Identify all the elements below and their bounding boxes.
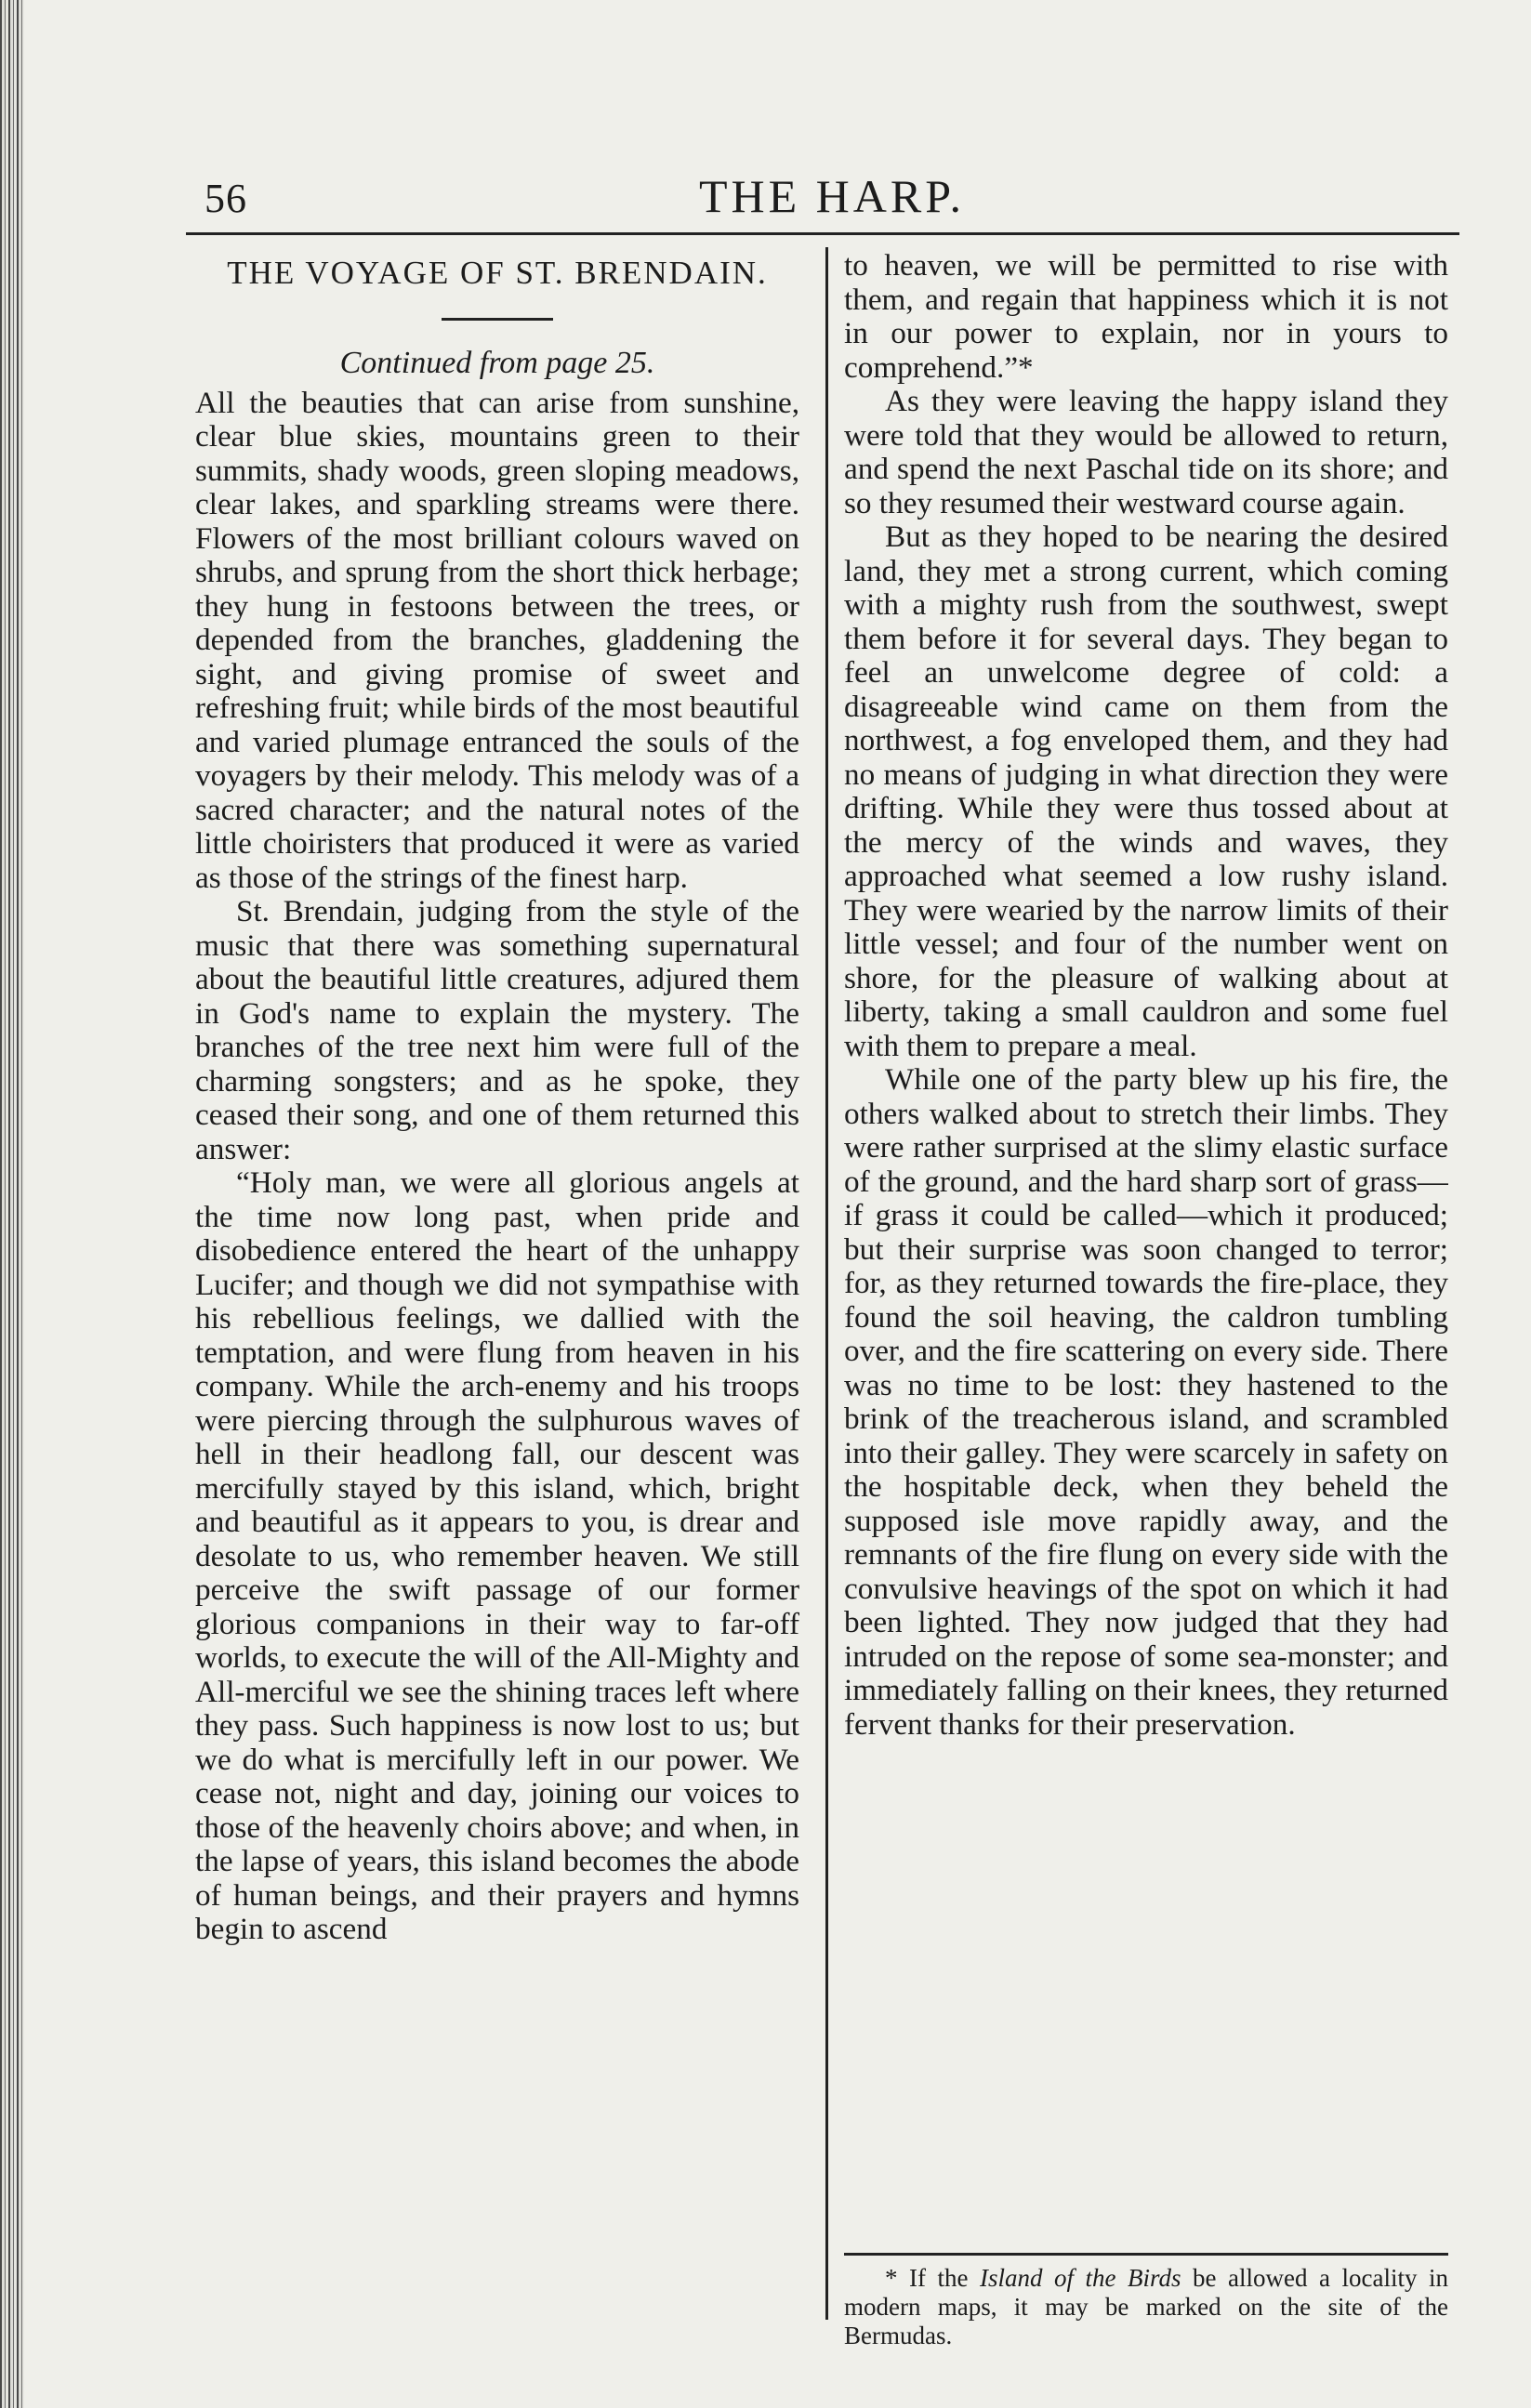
book-binding-edge	[0, 0, 24, 2408]
book-page	[186, 149, 1469, 2379]
page-header	[195, 169, 1469, 225]
column-rule	[825, 247, 828, 2320]
running-title: THE HARP.	[698, 170, 966, 222]
paragraph: As they were leaving the happy island they were told that they would be allowed to return, and spend the next Paschal tide on its shore; and so they resumed their westward course again.	[844, 384, 1448, 520]
paragraph: to heaven, we will be permitted to rise with them, and regain that happiness which it is not in our power to explain, nor in yours to comprehend.”*	[844, 249, 1448, 385]
footnote-prefix: * If the	[885, 2264, 980, 2292]
footnote-emphasis: Island of the Birds	[980, 2264, 1181, 2292]
page-number: 56	[205, 176, 247, 221]
footnote-suffix: be allowed a locality in modern maps, it may be marked on the site of the Bermudas.	[844, 2264, 1448, 2349]
paragraph: While one of the party blew up his fire, the others walked about to stretch their limbs. They were rather surprised at the slimy elastic surface of the ground, and the hard sharp sort of grass—if grass it could be called—which it produced; but their surprise was soon changed to terror; for, as they returned towards the fire-place, they found the soil heaving, the caldron tumbling over, and the fire scattering on every side. There was no time to be lost: they hastened to the brink of the treacherous island, and scrambled into their galley. They were scarcely in safety on the hospitable deck, when they beheld the supposed isle move rapidly away, and the remnants of the fire flung on every side with the convulsive heavings of the spot on which it had been lighted. They now judged that they had intruded on the repose of some sea-monster; and immediately falling on their knees, they returned fervent thanks for their preservation.	[844, 1062, 1448, 1742]
left-column	[195, 249, 799, 2331]
article-title: THE VOYAGE OF ST. BRENDAIN.	[227, 255, 768, 291]
header-rule	[186, 232, 1459, 235]
right-column	[844, 249, 1448, 2331]
continued-note: Continued from page 25.	[339, 346, 655, 380]
paragraph: “Holy man, we were all glorious angels at the time now long past, when pride and disobedience entered the heart of the unhappy Lucifer; and though we did not sympathise with his rebellious feelings, we dallied with the temptation, and were flung from heaven in his company. While the arch-enemy and his troops were piercing through the sulphurous waves of hell in their headlong fall, our descent was mercifully stayed by this island, which, bright and beautiful as it appears to you, is drear and desolate to us, who remember heaven. We still perceive the swift passage of our former glorious companions in their way to far-off worlds, to execute the will of the All-Mighty and All-merciful we see the shining traces left where they pass. Such happiness is now lost to us; but we do what is mercifully left in our power. We cease not, night and day, joining our voices to those of the heavenly choirs above; and when, in the lapse of years, this island becomes the abode of human beings, and their prayers and hymns begin to ascend	[195, 1165, 799, 1946]
paragraph: But as they hoped to be nearing the desired land, they met a strong current, which coming with a mighty rush from the southwest, swept them before it for several days. They began to feel an unwelcome degree of cold: a disagreeable wind came on them from the northwest, a fog enveloped them, and they had no means of judging in what direction they were drifting. While they were thus tossed about at the mercy of the winds and waves, they approached what seemed a low rushy island. They were wearied by the narrow limits of their little vessel; and four of the number went on shore, for the pleasure of walking about at liberty, taking a small cauldron and some fuel with them to prepare a meal.	[844, 520, 1448, 1063]
paragraph: All the beauties that can arise from sunshine, clear blue skies, mountains green to their summits, shady woods, green sloping meadows, clear lakes, and sparkling streams were there. Flowers of the most brilliant colours waved on shrubs, and sprung from the short thick herbage; they hung in festoons between the trees, or depended from the branches, gladdening the sight, and giving promise of sweet and refreshing fruit; while birds of the most beautiful and varied plumage entranced the souls of the voyagers by their melody. This melody was of a sacred character; and the natural notes of the little choiristers that produced it were as varied as those of the strings of the finest harp.	[195, 385, 799, 895]
title-rule	[442, 318, 553, 321]
footnote-rule	[844, 2253, 1448, 2256]
footnote	[844, 2264, 1448, 2350]
paragraph: St. Brendain, judging from the style of the music that there was something supernatural about the beautiful little creatures, adjured them in God's name to explain the mystery. The branches of the tree next him were full of the charming songsters; and as he spoke, they ceased their song, and one of them returned this answer:	[195, 894, 799, 1166]
